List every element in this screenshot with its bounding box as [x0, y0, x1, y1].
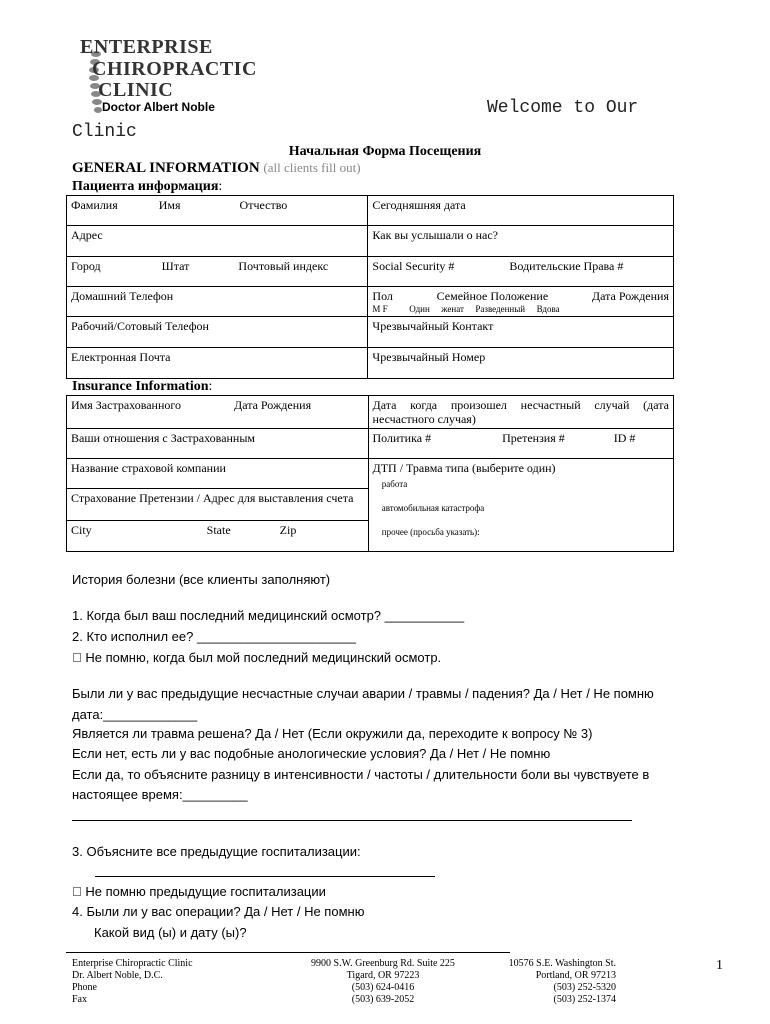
colon: : [218, 179, 223, 194]
email-label: Електронная Почта [71, 350, 171, 364]
zip-label: Почтовый индекс [238, 259, 329, 273]
patient-info-table [66, 195, 674, 379]
welcome-text-part1: Welcome to Our [487, 98, 639, 118]
sex-marital-dob-cell[interactable] [368, 287, 674, 317]
dob-label: Дата Рождения [591, 289, 669, 303]
accident-type-other[interactable]: прочее (просьба указать): [372, 527, 471, 537]
insured-name-cell[interactable] [67, 396, 369, 429]
footer-address-1: 9900 S.W. Greenburg Rd. Suite 225 [311, 958, 455, 969]
license-label: Водительские Права # [509, 259, 624, 273]
form-title: Начальная Форма Посещения [288, 144, 482, 159]
claims-address-label: Страхование Претензии / Адрес для выставления счета [71, 491, 354, 505]
relationship-label: Ваши отношения с Застрахованным [71, 431, 256, 445]
footer-fax-1: (503) 639-2052 [351, 994, 415, 1005]
today-date-cell[interactable] [368, 196, 674, 226]
question-resolved[interactable]: Является ли травма решена? Да / Нет (Если окружили да, переходите к вопросу № 3) [72, 726, 593, 741]
id-label: ID # [613, 431, 636, 445]
accident-date-label: Дата когда произошел несчастный случай (дата несчастного случая) [372, 398, 669, 426]
table-row [67, 317, 674, 348]
question-2[interactable]: 2. Кто исполнил ее? ______________________ [72, 629, 357, 644]
state-label: Штат [161, 259, 190, 273]
accident-type-auto[interactable]: автомобильная катастрофа [372, 503, 475, 513]
footer-doctor: Dr. Albert Noble, D.C. [72, 970, 163, 981]
table-row [67, 459, 674, 489]
question-2b[interactable]: Не помню, когда был мой последний медицинский осмотр. [72, 650, 428, 665]
question-explain: Если да, то объясните разницу в интенсивности / частоты / длительности боли вы чувствуете в [72, 767, 650, 782]
relationship-cell[interactable] [67, 429, 369, 459]
question-date[interactable]: дата:_____________ [72, 707, 198, 722]
today-date-label: Сегодняшняя дата [372, 198, 466, 212]
accident-date-cell[interactable] [368, 396, 673, 429]
footer-city-1: Tigard, OR 97223 [346, 970, 420, 981]
claims-address-cell[interactable] [67, 489, 369, 521]
ins-city-label: City [71, 523, 92, 537]
heard-about-cell[interactable] [368, 226, 674, 257]
logo-line-2: CHIROPRACTIC [92, 58, 257, 80]
table-row [67, 396, 674, 429]
page-number: 1 [716, 958, 723, 973]
middle-name-label: Отчество [239, 198, 288, 212]
logo-line-1: ENTERPRISE [80, 36, 213, 58]
answer-line-3[interactable] [95, 876, 435, 877]
marital-label: Семейное Положение [436, 289, 549, 303]
footer-phone-label: Phone [72, 982, 97, 993]
logo-doctor: Doctor Albert Noble [102, 100, 215, 114]
ssn-license-cell[interactable] [368, 257, 674, 287]
insurance-heading-row [72, 379, 212, 395]
footer-fax-2: (503) 252-1374 [553, 994, 616, 1005]
address-label: Адрес [71, 228, 103, 242]
table-row [67, 257, 674, 287]
footer-divider [66, 952, 510, 953]
welcome-text-part2: Clinic [72, 122, 137, 142]
accident-type-label: ДТП / Травма типа (выберите один) [372, 461, 556, 475]
footer-address-2: 10576 S.E. Washington St. [508, 958, 616, 969]
footer-clinic: Enterprise Chiropractic Clinic [72, 958, 193, 969]
insurance-table [66, 395, 674, 552]
history-heading: История болезни (все клиенты заполняют) [72, 572, 331, 587]
footer-fax-label: Fax [72, 994, 87, 1005]
address-cell[interactable] [67, 226, 368, 257]
work-phone-label: Рабочий/Сотовый Телефон [71, 319, 209, 333]
footer-col-1 [72, 958, 193, 1006]
policy-label: Политика # [372, 431, 432, 445]
ssn-label: Social Security # [372, 259, 455, 273]
claim-label: Претензия # [502, 431, 565, 445]
footer-city-2: Portland, OR 97213 [535, 970, 616, 981]
first-name-label: Имя [158, 198, 181, 212]
table-row [67, 196, 674, 226]
question-3: 3. Объясните все предыдущие госпитализации: [72, 844, 361, 859]
table-row [67, 348, 674, 379]
logo-line-3: CLINIC [98, 79, 174, 101]
email-cell[interactable] [67, 348, 368, 379]
question-3b[interactable]: Не помню предыдущие госпитализации [72, 884, 313, 899]
footer-phone-1: (503) 624-0416 [351, 982, 415, 993]
ins-city-state-zip-cell[interactable] [67, 521, 369, 552]
home-phone-label: Домашний Телефон [71, 289, 174, 303]
general-heading: GENERAL INFORMATION [72, 160, 260, 176]
question-now[interactable]: настоящее время:_________ [72, 787, 248, 802]
patient-heading: Пациента информация [72, 179, 219, 194]
sex-options[interactable]: M F [372, 304, 388, 314]
accident-type-cell[interactable] [368, 459, 673, 552]
footer-col-2 [308, 958, 458, 1006]
insured-name-label: Имя Застрахованного [71, 398, 182, 412]
sex-label: Пол [372, 289, 393, 303]
emergency-number-cell[interactable] [368, 348, 674, 379]
general-note: (all clients fill out) [263, 160, 361, 175]
question-similar[interactable]: Если нет, есть ли у вас подобные анологические условия? Да / Нет / Не помню [72, 746, 551, 761]
table-row [67, 429, 674, 459]
home-phone-cell[interactable] [67, 287, 368, 317]
general-heading-row [72, 160, 361, 177]
patient-heading-row [72, 179, 222, 195]
question-prev-accidents[interactable]: Были ли у вас предыдущие несчастные случаи аварии / травмы / падения? Да / Нет / Не помню [72, 686, 654, 701]
heard-about-label: Как вы услышали о нас? [372, 228, 499, 242]
city-state-zip-cell[interactable] [67, 257, 368, 287]
marital-options[interactable]: Один женат Разведенный Вдова [399, 304, 523, 314]
insurance-heading: Insurance Information [72, 379, 209, 394]
colon: : [208, 379, 213, 394]
insured-dob-label: Дата Рождения [234, 398, 312, 412]
ins-zip-label: Zip [279, 523, 297, 537]
work-phone-cell[interactable] [67, 317, 368, 348]
clinic-logo [70, 36, 257, 116]
last-name-label: Фамилия [71, 198, 118, 212]
company-cell[interactable] [67, 459, 369, 489]
question-1[interactable]: 1. Когда был ваш последний медицинский осмотр? ___________ [72, 608, 465, 623]
table-row [67, 226, 674, 257]
answer-line[interactable] [72, 820, 632, 821]
emergency-contact-cell[interactable] [368, 317, 674, 348]
name-cell[interactable] [67, 196, 368, 226]
policy-claim-id-cell[interactable] [368, 429, 673, 459]
emergency-number-label: Чрезвычайный Номер [372, 350, 486, 364]
table-row [67, 287, 674, 317]
company-label: Название страховой компании [71, 461, 226, 475]
accident-type-work[interactable]: работа [372, 479, 399, 489]
footer-phone-2: (503) 252-5320 [553, 982, 616, 993]
question-4[interactable]: 4. Были ли у вас операции? Да / Нет / Не помню [72, 904, 365, 919]
question-4b: Какой вид (ы) и дату (ы)? [94, 925, 247, 940]
ins-state-label: State [206, 523, 231, 537]
city-label: Город [71, 259, 101, 273]
emergency-contact-label: Чрезвычайный Контакт [372, 319, 494, 333]
footer-col-3 [496, 958, 616, 1006]
